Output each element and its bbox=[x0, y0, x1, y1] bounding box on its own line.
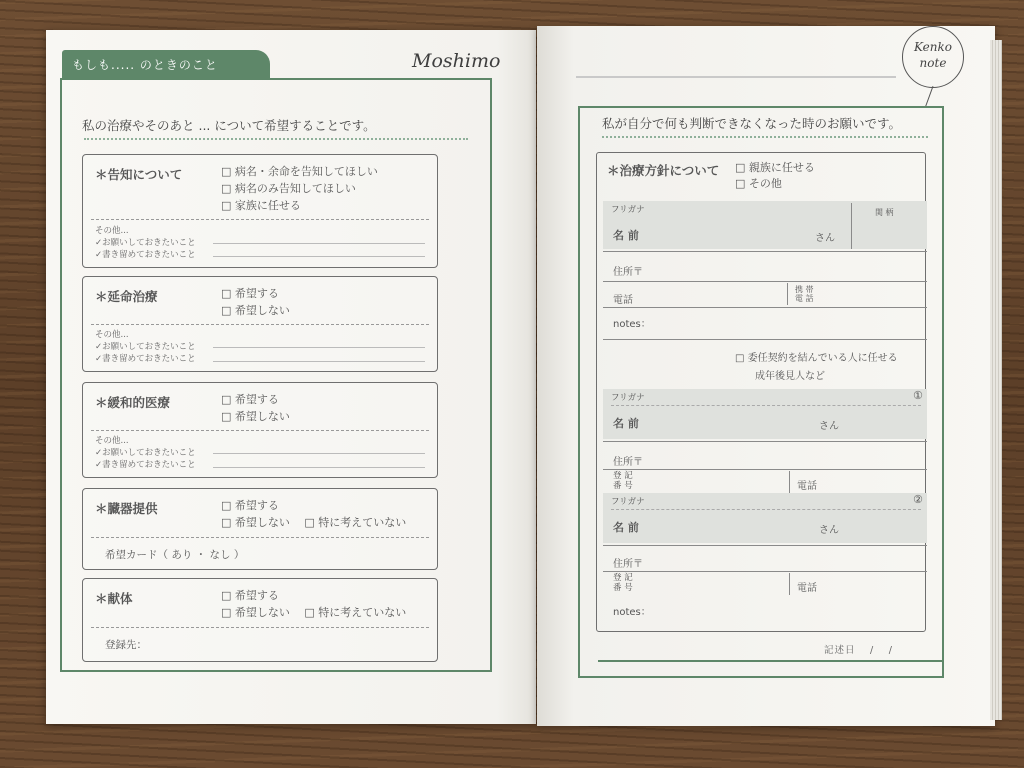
delegate-checkbox[interactable]: □ 委任契約を結んでいる人に任せる bbox=[735, 353, 898, 364]
kentai-option-3[interactable]: □ 特に考えていない bbox=[304, 606, 406, 619]
write-line[interactable] bbox=[213, 256, 425, 257]
delegate-sub: 成年後見人など bbox=[755, 371, 825, 382]
enmei-notes bbox=[95, 329, 196, 365]
policy-option-2[interactable]: □ その他 bbox=[735, 176, 815, 192]
divider bbox=[603, 469, 927, 470]
zouki-option-3[interactable]: □ 特に考えていない bbox=[304, 516, 406, 529]
kenko-note-logo bbox=[902, 26, 964, 88]
guardian1-bg bbox=[603, 389, 927, 439]
kentai-option-1[interactable]: □ 希望する bbox=[221, 587, 406, 604]
divider bbox=[603, 571, 927, 572]
guardian2-bg bbox=[603, 493, 927, 543]
furigana-label: フリガナ bbox=[611, 205, 645, 215]
box-kentai bbox=[82, 578, 438, 662]
kentai-options bbox=[221, 587, 406, 621]
guardian2-address[interactable]: 住所〒 bbox=[613, 559, 643, 570]
note-line: その他... bbox=[95, 226, 129, 236]
divider bbox=[611, 509, 921, 510]
enmei-option-2[interactable]: □ 希望しない bbox=[221, 302, 290, 319]
box-enmei bbox=[82, 276, 438, 372]
note-line: その他... bbox=[95, 436, 129, 446]
zouki-option-row bbox=[221, 514, 406, 531]
divider bbox=[603, 281, 927, 282]
policy-options bbox=[735, 160, 815, 192]
write-line[interactable] bbox=[213, 467, 425, 468]
name-label[interactable]: 名 前 bbox=[613, 229, 639, 242]
divider bbox=[91, 627, 429, 628]
kokuchi-options bbox=[221, 163, 378, 214]
notes-label[interactable]: notes： bbox=[613, 319, 651, 330]
kanwa-title: ＊緩和的医療 bbox=[95, 395, 171, 410]
guardian1-reg[interactable]: 登 記 番 号 bbox=[613, 471, 633, 491]
enmei-option-1[interactable]: □ 希望する bbox=[221, 285, 290, 302]
zouki-option-2[interactable]: □ 希望しない bbox=[221, 516, 290, 529]
divider bbox=[789, 573, 790, 595]
note-line: ✓お願いしておきたいこと bbox=[95, 342, 196, 352]
phone-label[interactable]: 電話 bbox=[613, 295, 633, 306]
kanwa-option-1[interactable]: □ 希望する bbox=[221, 391, 290, 408]
kokuchi-notes bbox=[95, 225, 196, 261]
kokuchi-option-1[interactable]: □ 病名・余命を告知してほしい bbox=[221, 163, 378, 180]
divider bbox=[91, 537, 429, 538]
guardian1-number: ① bbox=[913, 389, 923, 402]
bottom-rule bbox=[598, 660, 942, 662]
write-line[interactable] bbox=[213, 347, 425, 348]
delegate-option[interactable] bbox=[735, 349, 898, 364]
address-label[interactable]: 住所〒 bbox=[613, 267, 643, 278]
divider bbox=[91, 430, 429, 431]
zouki-title: ＊臓器提供 bbox=[95, 501, 158, 516]
mobile-label[interactable]: 携 帯 電 話 bbox=[795, 285, 814, 303]
zouki-option-1[interactable]: □ 希望する bbox=[221, 497, 406, 514]
write-line[interactable] bbox=[213, 361, 425, 362]
page-edge bbox=[990, 40, 1002, 720]
policy-option-1[interactable]: □ 親族に任せる bbox=[735, 160, 815, 176]
left-frame bbox=[60, 80, 492, 672]
intro-dotted-line bbox=[602, 136, 928, 138]
note-line: ✓書き留めておきたいこと bbox=[95, 460, 196, 470]
divider bbox=[851, 203, 852, 249]
note-line: その他... bbox=[95, 330, 129, 340]
divider bbox=[603, 545, 927, 546]
guardian2-reg[interactable]: 登 記 番 号 bbox=[613, 573, 633, 593]
divider bbox=[603, 251, 927, 252]
top-rule bbox=[576, 76, 896, 78]
kanwa-notes bbox=[95, 435, 196, 471]
divider bbox=[789, 471, 790, 493]
kanwa-options bbox=[221, 391, 290, 425]
guardian2-name[interactable]: 名 前 bbox=[613, 521, 639, 534]
relation-label: 関 柄 bbox=[875, 208, 894, 217]
logo-line-1: Kenko bbox=[914, 40, 952, 54]
guardian2-number: ② bbox=[913, 493, 923, 506]
write-line[interactable] bbox=[213, 243, 425, 244]
intro-dotted-line bbox=[84, 138, 468, 140]
guardian1-address[interactable]: 住所〒 bbox=[613, 457, 643, 468]
note-line: ✓お願いしておきたいこと bbox=[95, 448, 196, 458]
right-frame bbox=[578, 106, 944, 678]
kokuchi-title: ＊告知について bbox=[95, 167, 183, 182]
enmei-title: ＊延命治療 bbox=[95, 289, 158, 304]
divider bbox=[611, 405, 921, 406]
divider bbox=[787, 283, 788, 305]
policy-title: ＊治療方針について bbox=[607, 163, 720, 178]
notes2-label[interactable]: notes： bbox=[613, 607, 651, 618]
date-label[interactable]: 記述日 / / bbox=[824, 645, 893, 656]
donor-card-label: 希望カード（ あり ・ なし ） bbox=[105, 549, 245, 561]
kentai-title: ＊献体 bbox=[95, 591, 133, 606]
guardian1-furigana: フリガナ bbox=[611, 393, 645, 403]
enmei-options bbox=[221, 285, 290, 319]
divider bbox=[603, 441, 927, 442]
san-label: さん bbox=[815, 233, 835, 244]
guardian2-phone[interactable]: 電話 bbox=[797, 583, 817, 594]
divider bbox=[91, 324, 429, 325]
right-intro: 私が自分で何も判断できなくなった時のお願いです。 bbox=[602, 116, 902, 131]
policy-box bbox=[596, 152, 926, 632]
divider bbox=[603, 339, 927, 340]
section-tab: もしも..... のときのこと bbox=[62, 50, 270, 78]
kanwa-option-2[interactable]: □ 希望しない bbox=[221, 408, 290, 425]
guardian1-name[interactable]: 名 前 bbox=[613, 417, 639, 430]
guardian1-san: さん bbox=[819, 421, 839, 432]
note-line: ✓書き留めておきたいこと bbox=[95, 354, 196, 364]
divider bbox=[603, 307, 927, 308]
guardian2-san: さん bbox=[819, 525, 839, 536]
kokuchi-option-3[interactable]: □ 家族に任せる bbox=[221, 197, 378, 214]
kentai-option-row bbox=[221, 604, 406, 621]
divider bbox=[91, 219, 429, 220]
left-intro: 私の治療やそのあと ... について希望することです。 bbox=[82, 118, 376, 133]
registry-label: 登録先： bbox=[105, 639, 147, 651]
write-line[interactable] bbox=[213, 453, 425, 454]
zouki-options bbox=[221, 497, 406, 531]
box-kanwa bbox=[82, 382, 438, 478]
note-line: ✓書き留めておきたいこと bbox=[95, 250, 196, 260]
logo-line-2: note bbox=[919, 56, 947, 70]
note-line: ✓お願いしておきたいこと bbox=[95, 238, 196, 248]
brand-moshimo: Moshimo bbox=[412, 50, 501, 72]
guardian1-phone[interactable]: 電話 bbox=[797, 481, 817, 492]
box-kokuchi bbox=[82, 154, 438, 268]
kokuchi-option-2[interactable]: □ 病名のみ告知してほしい bbox=[221, 180, 378, 197]
guardian2-furigana: フリガナ bbox=[611, 497, 645, 507]
box-zouki bbox=[82, 488, 438, 570]
kentai-option-2[interactable]: □ 希望しない bbox=[221, 606, 290, 619]
